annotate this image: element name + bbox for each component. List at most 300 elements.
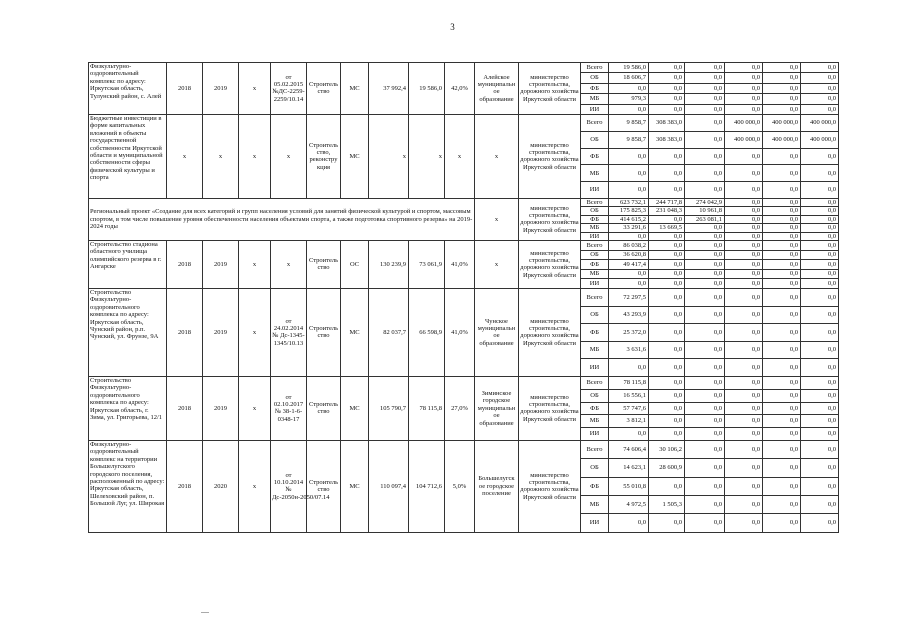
funding-value: 0,0 [725, 240, 763, 250]
funding-value: 0,0 [685, 428, 725, 441]
funding-value: 0,0 [725, 232, 763, 240]
funding-value: 0,0 [685, 83, 725, 93]
table-row [89, 440, 839, 458]
funding-value: 0,0 [801, 459, 839, 477]
start-year: 2018 [167, 288, 203, 376]
expertise-doc: от 24.02.2014 № Дс-1345-1345/10.13 [271, 288, 307, 376]
funding-value: 0,0 [685, 240, 725, 250]
funding-value: 400 000,0 [801, 131, 839, 148]
funding-value: 0,0 [801, 232, 839, 240]
funding-value: 0,0 [685, 269, 725, 279]
object-name: Строительство Физкультурно-оздоровительного комплекса по адресу: Иркутская область, г. Зима, ул. Григорьева, 12/1 [89, 376, 167, 440]
funding-value: 72 297,5 [609, 288, 649, 306]
funding-value: 0,0 [763, 182, 801, 199]
ownership-level: МС [341, 63, 369, 115]
funding-value: 0,0 [801, 496, 839, 514]
funding-value: 231 048,3 [649, 207, 685, 215]
funding-value: 0,0 [763, 477, 801, 495]
funding-value: 0,0 [763, 324, 801, 342]
end-year: 2019 [203, 376, 239, 440]
object-name: Бюджетные инвестиции в форме капитальных вложений в объекты государственной собственности Иркутской области и муниципальной собственности сферы физической культуры и спорта [89, 114, 167, 198]
funding-value: 0,0 [685, 94, 725, 104]
funding-value: 0,0 [725, 94, 763, 104]
funding-value: 0,0 [685, 260, 725, 270]
funding-source: ФБ [581, 215, 609, 223]
work-type: Строитель ство [307, 376, 341, 440]
funding-value: 0,0 [725, 341, 763, 359]
expertise-doc: от 10.10.2014 № Дс-2050н-2050/07.14 [271, 440, 307, 532]
start-year: 2018 [167, 63, 203, 115]
funding-source: ОБ [581, 131, 609, 148]
funding-value: 400 000,0 [763, 131, 801, 148]
funding-value: 0,0 [763, 148, 801, 165]
funding-value: 0,0 [725, 269, 763, 279]
executor: министерство строительства, дорожного хозяйства Иркутской области [519, 114, 581, 198]
funding-value: 0,0 [763, 165, 801, 182]
funding-value: 0,0 [649, 324, 685, 342]
funding-value: 0,0 [801, 288, 839, 306]
funding-source: Всего [581, 376, 609, 389]
executor: министерство строительства, дорожного хозяйства Иркутской области [519, 198, 581, 240]
readiness-pct: 41,0% [445, 288, 475, 376]
funding-source: МБ [581, 269, 609, 279]
funding-source: ОБ [581, 306, 609, 324]
readiness-pct: 5,0% [445, 440, 475, 532]
funding-value: 0,0 [763, 359, 801, 377]
funding-value: 0,0 [801, 104, 839, 114]
ownership-level: МС [341, 288, 369, 376]
funding-value: 0,0 [801, 477, 839, 495]
funding-value: 14 623,1 [609, 459, 649, 477]
funding-source: МБ [581, 415, 609, 428]
funding-value: 623 732,1 [609, 198, 649, 206]
estimated-cost: 110 097,4 [369, 440, 409, 532]
funding-value: 0,0 [649, 148, 685, 165]
expertise-doc: от 02.10.2017 № 38-1-6-0348-17 [271, 376, 307, 440]
funding-value: 0,0 [609, 359, 649, 377]
end-year: 2019 [203, 288, 239, 376]
funding-value: 0,0 [725, 459, 763, 477]
executor: министерство строительства, дорожного хозяйства Иркутской области [519, 288, 581, 376]
funding-value: 0,0 [801, 359, 839, 377]
funding-value: 74 606,4 [609, 440, 649, 458]
funding-value: 0,0 [763, 389, 801, 402]
funding-value: 0,0 [763, 198, 801, 206]
funding-value: 0,0 [801, 514, 839, 532]
funding-value: 0,0 [801, 402, 839, 415]
funding-value: 4 972,5 [609, 496, 649, 514]
municipality: Алейское муниципальн ое образование [475, 63, 519, 115]
executor: министерство строительства, дорожного хозяйства Иркутской области [519, 63, 581, 115]
funding-source: Всего [581, 63, 609, 73]
object-name: Физкультурно-оздоровительный комплекс на территории Большелугского городского поселения, расположенный по адресу: Иркутская область, Шелеховский район, п. Большой Луг, ул. Широкая [89, 440, 167, 532]
funding-value: 0,0 [685, 477, 725, 495]
work-type: Строитель ство [307, 63, 341, 115]
funding-source: Всего [581, 440, 609, 458]
funding-value: 0,0 [649, 389, 685, 402]
funding-value: 0,0 [763, 260, 801, 270]
funding-value: 400 000,0 [725, 114, 763, 131]
funding-value: 0,0 [649, 104, 685, 114]
funding-value: 0,0 [725, 148, 763, 165]
funding-value: 0,0 [725, 279, 763, 289]
funding-value: 0,0 [685, 402, 725, 415]
funding-value: 0,0 [685, 496, 725, 514]
funding-value: 0,0 [649, 232, 685, 240]
capacity: x [239, 440, 271, 532]
funding-source: ОБ [581, 389, 609, 402]
funding-value: 0,0 [801, 198, 839, 206]
funding-source: ИИ [581, 182, 609, 199]
work-type: Строитель ство [307, 440, 341, 532]
municipality: x [475, 240, 519, 288]
funding-source: МБ [581, 224, 609, 232]
funding-value: 0,0 [763, 83, 801, 93]
funding-value: 18 606,7 [609, 73, 649, 83]
funding-value: 0,0 [801, 83, 839, 93]
funding-value: 55 010,8 [609, 477, 649, 495]
municipality: Зиминское городское муниципальн ое образование [475, 376, 519, 440]
table-row [89, 288, 839, 306]
funding-value: 0,0 [725, 104, 763, 114]
funding-source: ИИ [581, 232, 609, 240]
funding-value: 0,0 [725, 324, 763, 342]
remaining-cost: 66 598,9 [409, 288, 445, 376]
funding-value: 0,0 [763, 104, 801, 114]
funding-value: 16 556,1 [609, 389, 649, 402]
funding-value: 0,0 [725, 63, 763, 73]
funding-value: 0,0 [763, 459, 801, 477]
funding-value: 274 042,9 [685, 198, 725, 206]
funding-value: 0,0 [763, 306, 801, 324]
funding-value: 33 291,6 [609, 224, 649, 232]
funding-value: 0,0 [763, 514, 801, 532]
funding-source: ФБ [581, 324, 609, 342]
remaining-cost: 104 712,6 [409, 440, 445, 532]
funding-value: 0,0 [685, 250, 725, 260]
estimated-cost: x [369, 114, 409, 198]
funding-value: 0,0 [725, 288, 763, 306]
funding-value: 0,0 [725, 514, 763, 532]
end-year: 2019 [203, 63, 239, 115]
table-row [89, 114, 839, 131]
funding-value: 0,0 [609, 232, 649, 240]
funding-value: 308 383,0 [649, 131, 685, 148]
funding-value: 0,0 [685, 459, 725, 477]
funding-value: 0,0 [609, 514, 649, 532]
funding-value: 0,0 [685, 389, 725, 402]
funding-value: 0,0 [649, 428, 685, 441]
funding-source: ФБ [581, 148, 609, 165]
funding-value: 0,0 [725, 477, 763, 495]
funding-source: ИИ [581, 279, 609, 289]
table-row [89, 63, 839, 73]
funding-source: ИИ [581, 514, 609, 532]
funding-value: 0,0 [801, 440, 839, 458]
funding-value: 0,0 [685, 73, 725, 83]
funding-value: 0,0 [763, 341, 801, 359]
funding-value: 0,0 [763, 269, 801, 279]
funding-value: 0,0 [801, 73, 839, 83]
funding-value: 0,0 [649, 341, 685, 359]
funding-value: 0,0 [725, 165, 763, 182]
funding-value: 0,0 [609, 269, 649, 279]
funding-source: ИИ [581, 104, 609, 114]
funding-value: 43 293,9 [609, 306, 649, 324]
capacity: x [239, 114, 271, 198]
ownership-level: МС [341, 114, 369, 198]
funding-value: 400 000,0 [801, 114, 839, 131]
funding-value: 175 825,3 [609, 207, 649, 215]
funding-value: 0,0 [801, 250, 839, 260]
capacity: x [239, 288, 271, 376]
funding-source: МБ [581, 496, 609, 514]
funding-value: 0,0 [685, 165, 725, 182]
funding-value: 0,0 [763, 440, 801, 458]
object-name: Физкультурно-оздоровительный комплекс по адресу: Иркутская область, Тулунский район, с. Алей [89, 63, 167, 115]
funding-value: 0,0 [801, 428, 839, 441]
funding-value: 0,0 [725, 389, 763, 402]
funding-value: 0,0 [685, 224, 725, 232]
funding-value: 0,0 [763, 207, 801, 215]
funding-value: 0,0 [685, 182, 725, 199]
capacity: x [239, 63, 271, 115]
funding-value: 13 669,5 [649, 224, 685, 232]
funding-value: 0,0 [649, 306, 685, 324]
funding-value: 0,0 [685, 279, 725, 289]
funding-value: 0,0 [725, 306, 763, 324]
funding-value: 0,0 [649, 376, 685, 389]
funding-source: ФБ [581, 83, 609, 93]
end-year: x [203, 114, 239, 198]
funding-value: 244 717,8 [649, 198, 685, 206]
funding-value: 0,0 [763, 240, 801, 250]
municipality: Чунское муниципальн ое образование [475, 288, 519, 376]
funding-value: 0,0 [685, 131, 725, 148]
funding-value: 0,0 [649, 402, 685, 415]
work-type: Строитель ство, реконстру кция [307, 114, 341, 198]
funding-value: 0,0 [763, 215, 801, 223]
funding-value: 25 372,0 [609, 324, 649, 342]
start-year: x [167, 114, 203, 198]
funding-value: 0,0 [763, 94, 801, 104]
funding-value: 0,0 [685, 324, 725, 342]
funding-value: 0,0 [685, 306, 725, 324]
funding-value: 0,0 [801, 94, 839, 104]
funding-value: 0,0 [801, 306, 839, 324]
municipality: x [475, 114, 519, 198]
funding-value: 0,0 [801, 148, 839, 165]
funding-value: 0,0 [801, 389, 839, 402]
funding-value: 0,0 [649, 182, 685, 199]
funding-value: 0,0 [685, 359, 725, 377]
ownership-level: ОС [341, 240, 369, 288]
funding-value: 0,0 [649, 279, 685, 289]
funding-value: 0,0 [725, 402, 763, 415]
funding-value: 0,0 [649, 63, 685, 73]
funding-value: 0,0 [725, 250, 763, 260]
funding-value: 0,0 [685, 63, 725, 73]
object-name: Строительство Физкультурно-оздоровительного комплекса по адресу: Иркутская область, Чунский район, р.п. Чунский, ул. Фрунзе, 9А [89, 288, 167, 376]
funding-value: 0,0 [801, 215, 839, 223]
funding-value: 0,0 [763, 402, 801, 415]
funding-value: 0,0 [649, 94, 685, 104]
funding-source: ОБ [581, 73, 609, 83]
funding-source: МБ [581, 165, 609, 182]
funding-value: 0,0 [649, 165, 685, 182]
funding-value: 0,0 [801, 207, 839, 215]
executor: министерство строительства, дорожного хозяйства Иркутской области [519, 240, 581, 288]
funding-value: 0,0 [801, 182, 839, 199]
funding-source: ИИ [581, 428, 609, 441]
funding-value: 0,0 [685, 104, 725, 114]
funding-value: 0,0 [801, 269, 839, 279]
funding-value: 0,0 [685, 376, 725, 389]
funding-value: 0,0 [649, 359, 685, 377]
funding-value: 0,0 [725, 207, 763, 215]
funding-value: 0,0 [609, 428, 649, 441]
expertise-doc: x [271, 114, 307, 198]
funding-value: 0,0 [801, 224, 839, 232]
funding-value: 0,0 [649, 514, 685, 532]
start-year: 2018 [167, 440, 203, 532]
funding-source: ИИ [581, 359, 609, 377]
funding-value: 0,0 [763, 63, 801, 73]
funding-source: ФБ [581, 477, 609, 495]
funding-value: 0,0 [649, 215, 685, 223]
municipality: Большелугск ое городское поселение [475, 440, 519, 532]
funding-value: 0,0 [649, 83, 685, 93]
estimated-cost: 130 239,9 [369, 240, 409, 288]
table-row [89, 376, 839, 389]
funding-value: 19 586,0 [609, 63, 649, 73]
ownership-level: МС [341, 440, 369, 532]
funding-value: 0,0 [763, 288, 801, 306]
funding-value: 0,0 [801, 240, 839, 250]
funding-value: 0,0 [763, 415, 801, 428]
funding-source: Всего [581, 114, 609, 131]
expertise-doc: x [271, 240, 307, 288]
table-row [89, 240, 839, 250]
funding-value: 0,0 [685, 288, 725, 306]
funding-source: ОБ [581, 207, 609, 215]
funding-value: 0,0 [763, 224, 801, 232]
investment-table [88, 62, 839, 533]
funding-source: Всего [581, 240, 609, 250]
capacity: x [239, 240, 271, 288]
municipality: x [475, 198, 519, 240]
funding-value: 0,0 [685, 114, 725, 131]
funding-value: 0,0 [801, 63, 839, 73]
funding-value: 0,0 [685, 415, 725, 428]
funding-value: 0,0 [763, 496, 801, 514]
funding-value: 0,0 [725, 83, 763, 93]
executor: министерство строительства, дорожного хозяйства Иркутской области [519, 440, 581, 532]
funding-value: 0,0 [685, 514, 725, 532]
executor: министерство строительства, дорожного хозяйства Иркутской области [519, 376, 581, 440]
page-number: 3 [450, 22, 455, 32]
capacity: x [239, 376, 271, 440]
funding-value: 0,0 [725, 73, 763, 83]
funding-value: 0,0 [609, 165, 649, 182]
funding-value: 57 747,6 [609, 402, 649, 415]
funding-value: 0,0 [763, 428, 801, 441]
funding-value: 0,0 [763, 376, 801, 389]
funding-value: 36 620,8 [609, 250, 649, 260]
funding-source: ОБ [581, 459, 609, 477]
funding-value: 0,0 [725, 260, 763, 270]
start-year: 2018 [167, 240, 203, 288]
funding-value: 0,0 [763, 250, 801, 260]
funding-value: 0,0 [763, 279, 801, 289]
estimated-cost: 82 037,7 [369, 288, 409, 376]
funding-value: 0,0 [685, 232, 725, 240]
funding-value: 414 615,2 [609, 215, 649, 223]
funding-value: 3 631,6 [609, 341, 649, 359]
funding-value: 0,0 [609, 182, 649, 199]
estimated-cost: 105 790,7 [369, 376, 409, 440]
funding-value: 308 383,0 [649, 114, 685, 131]
funding-source: Всего [581, 288, 609, 306]
funding-value: 0,0 [763, 73, 801, 83]
funding-value: 0,0 [725, 215, 763, 223]
funding-value: 0,0 [649, 240, 685, 250]
funding-value: 0,0 [609, 104, 649, 114]
funding-value: 0,0 [649, 73, 685, 83]
table-row [89, 198, 839, 206]
funding-value: 0,0 [725, 182, 763, 199]
funding-value: 9 858,7 [609, 131, 649, 148]
funding-value: 0,0 [725, 496, 763, 514]
object-name: Строительство стадиона областного училища олимпийского резерва в г. Ангарске [89, 240, 167, 288]
remaining-cost: x [409, 114, 445, 198]
funding-value: 0,0 [801, 376, 839, 389]
remaining-cost: 78 115,8 [409, 376, 445, 440]
funding-value: 0,0 [649, 415, 685, 428]
funding-value: 0,0 [801, 279, 839, 289]
funding-value: 0,0 [685, 341, 725, 359]
funding-value: 10 961,8 [685, 207, 725, 215]
funding-value: 0,0 [725, 440, 763, 458]
funding-value: 0,0 [685, 148, 725, 165]
funding-value: 0,0 [801, 415, 839, 428]
work-type: Строитель ство [307, 240, 341, 288]
funding-value: 0,0 [649, 288, 685, 306]
funding-value: 0,0 [649, 260, 685, 270]
end-year: 2019 [203, 240, 239, 288]
funding-value: 0,0 [649, 477, 685, 495]
funding-value: 1 505,3 [649, 496, 685, 514]
funding-source: ОБ [581, 250, 609, 260]
funding-source: ФБ [581, 260, 609, 270]
expertise-doc: от 05.02.2015 №ДС-2259-2259/10.14 [271, 63, 307, 115]
readiness-pct: x [445, 114, 475, 198]
funding-value: 0,0 [763, 232, 801, 240]
funding-value: 0,0 [649, 250, 685, 260]
funding-source: МБ [581, 94, 609, 104]
readiness-pct: 42,0% [445, 63, 475, 115]
funding-value: 30 106,2 [649, 440, 685, 458]
estimated-cost: 37 992,4 [369, 63, 409, 115]
funding-value: 78 115,8 [609, 376, 649, 389]
funding-value: 0,0 [649, 269, 685, 279]
start-year: 2018 [167, 376, 203, 440]
funding-value: 0,0 [801, 260, 839, 270]
funding-value: 0,0 [609, 83, 649, 93]
funding-value: 979,3 [609, 94, 649, 104]
funding-value: 0,0 [801, 341, 839, 359]
funding-source: ФБ [581, 402, 609, 415]
